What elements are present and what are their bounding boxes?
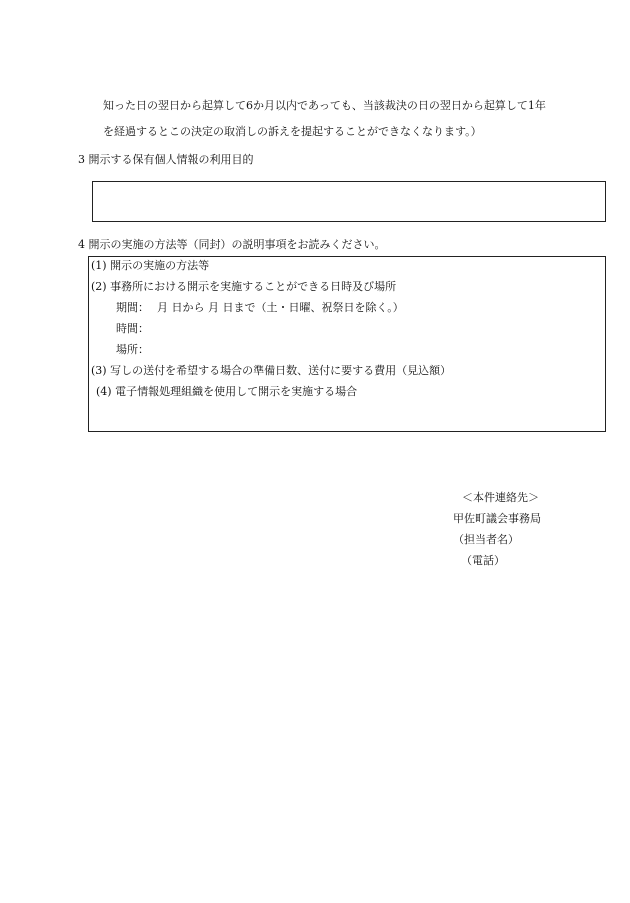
notice-line-1: 知った日の翌日から起算して6か月以内であっても、当該裁決の日の翌日から起算して1年 xyxy=(103,99,546,112)
purpose-box xyxy=(92,181,606,222)
contact-office: 甲佐町議会事務局 xyxy=(453,512,541,525)
item-1-method: (1) 開示の実施の方法等 xyxy=(91,259,210,272)
item-3-mailing-copies: (3) 写しの送付を希望する場合の準備日数、送付に要する費用（見込額） xyxy=(91,364,452,377)
section-3-heading: 3 開示する保有個人情報の利用目的 xyxy=(78,153,254,166)
period-label: 期間： xyxy=(116,301,149,314)
item-2-office-disclosure: (2) 事務所における開示を実施することができる日時及び場所 xyxy=(91,280,397,293)
section-4-heading: 4 開示の実施の方法等（同封）の説明事項をお読みください。 xyxy=(78,238,386,251)
contact-phone: （電話） xyxy=(461,554,505,567)
item-4-electronic-disclosure: (4) 電子情報処理組織を使用して開示を実施する場合 xyxy=(96,385,358,398)
contact-person: （担当者名） xyxy=(453,533,519,546)
period-text: 月 日から 月 日まで（土・日曜、祝祭日を除く。） xyxy=(157,301,404,314)
contact-heading: ＜本件連絡先＞ xyxy=(462,491,539,504)
notice-line-2: を経過するとこの決定の取消しの訴えを提起することができなくなります。） xyxy=(103,125,482,138)
time-label: 時間： xyxy=(116,322,149,335)
place-label: 場所： xyxy=(116,343,149,356)
